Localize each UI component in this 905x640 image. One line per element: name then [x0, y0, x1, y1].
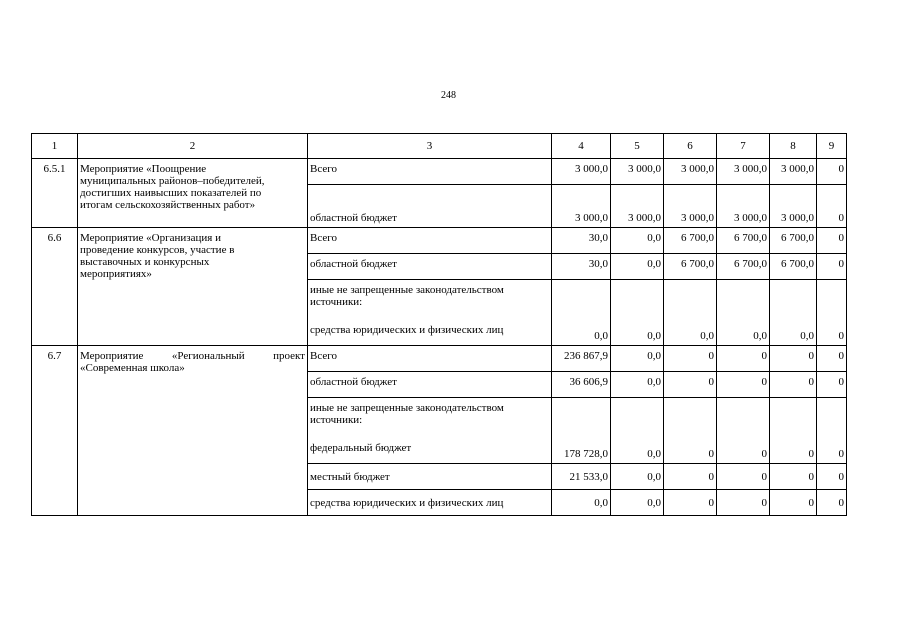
- value-cell: 3 000,0: [664, 185, 717, 228]
- value-cell: 3 000,0: [770, 159, 817, 185]
- measure-name-line: мероприятиях»: [80, 268, 152, 280]
- value-cell: 0: [817, 398, 847, 464]
- value-cell: 0,0: [611, 372, 664, 398]
- value-cell: 0: [817, 490, 847, 516]
- value-cell: 0: [817, 185, 847, 228]
- measure-name: [78, 228, 308, 346]
- header-cell: 5: [611, 134, 664, 159]
- value-cell: 236 867,9: [552, 346, 611, 372]
- value-cell: 0,0: [611, 280, 664, 346]
- funding-source-line: источники:: [310, 414, 363, 426]
- value-cell: 0: [717, 398, 770, 464]
- value-cell: 3 000,0: [717, 159, 770, 185]
- value-cell: 0: [817, 159, 847, 185]
- value-cell: 0: [817, 228, 847, 254]
- value-cell: 3 000,0: [611, 159, 664, 185]
- value-cell: 0,0: [552, 280, 611, 346]
- measure-name: [78, 159, 308, 228]
- measure-name-line: итогам сельскохозяйственных работ»: [80, 199, 256, 211]
- header-cell: 4: [552, 134, 611, 159]
- value-cell: 0: [717, 490, 770, 516]
- funding-source: [308, 398, 552, 464]
- funding-source: местный бюджет: [308, 464, 552, 490]
- value-cell: 0,0: [717, 280, 770, 346]
- value-cell: 0: [817, 346, 847, 372]
- table-row: [32, 228, 847, 254]
- value-cell: 0: [770, 490, 817, 516]
- value-cell: 0: [770, 398, 817, 464]
- header-cell: 3: [308, 134, 552, 159]
- value-cell: 0: [717, 372, 770, 398]
- value-cell: 0: [817, 372, 847, 398]
- page-number: 248: [441, 90, 456, 101]
- value-cell: 0,0: [611, 398, 664, 464]
- funding-source: областной бюджет: [308, 254, 552, 280]
- value-cell: 30,0: [552, 254, 611, 280]
- value-cell: 0,0: [552, 490, 611, 516]
- value-cell: 0: [664, 490, 717, 516]
- value-cell: 6 700,0: [664, 228, 717, 254]
- table-row: [32, 159, 847, 185]
- funding-source-line: средства юридических и физических лиц: [310, 324, 504, 336]
- value-cell: 0: [717, 464, 770, 490]
- funding-source: областной бюджет: [308, 185, 552, 228]
- value-cell: 0,0: [611, 464, 664, 490]
- header-cell: 8: [770, 134, 817, 159]
- table-row: [32, 346, 847, 372]
- budget-table: [31, 133, 847, 516]
- funding-source: средства юридических и физических лиц: [308, 490, 552, 516]
- value-cell: 0,0: [664, 280, 717, 346]
- funding-source-line: иные не запрещенные законодательством: [310, 402, 504, 414]
- measure-name-line: «Современная школа»: [80, 362, 185, 374]
- measure-name-line: достигших наивысших показателей по: [80, 187, 262, 199]
- value-cell: 6 700,0: [770, 254, 817, 280]
- value-cell: 0,0: [770, 280, 817, 346]
- value-cell: 0: [664, 398, 717, 464]
- value-cell: 0,0: [611, 490, 664, 516]
- value-cell: 0: [770, 464, 817, 490]
- value-cell: 21 533,0: [552, 464, 611, 490]
- value-cell: 3 000,0: [552, 185, 611, 228]
- funding-source-line: федеральный бюджет: [310, 442, 412, 454]
- value-cell: 3 000,0: [552, 159, 611, 185]
- measure-name-line: Мероприятие «Региональный проект: [80, 350, 305, 362]
- row-number: 6.7: [32, 346, 78, 516]
- value-cell: 6 700,0: [770, 228, 817, 254]
- value-cell: 0: [817, 254, 847, 280]
- value-cell: 0: [770, 372, 817, 398]
- header-cell: 7: [717, 134, 770, 159]
- value-cell: 3 000,0: [770, 185, 817, 228]
- funding-source-line: иные не запрещенные законодательством: [310, 284, 504, 296]
- measure-name-line: проведение конкурсов, участие в: [80, 244, 235, 256]
- value-cell: 0: [817, 464, 847, 490]
- funding-source: областной бюджет: [308, 372, 552, 398]
- value-cell: 0: [770, 346, 817, 372]
- measure-name-line: Мероприятие «Организация и: [80, 232, 221, 244]
- value-cell: 0,0: [611, 254, 664, 280]
- value-cell: 0: [817, 280, 847, 346]
- funding-source: Всего: [308, 159, 552, 185]
- value-cell: 0,0: [611, 228, 664, 254]
- funding-source: Всего: [308, 228, 552, 254]
- value-cell: 0: [664, 346, 717, 372]
- value-cell: 0: [664, 464, 717, 490]
- header-cell: 6: [664, 134, 717, 159]
- header-cell: 2: [78, 134, 308, 159]
- value-cell: 3 000,0: [717, 185, 770, 228]
- measure-name-line: муниципальных районов–победителей,: [80, 175, 265, 187]
- measure-name: [78, 346, 308, 516]
- value-cell: 3 000,0: [664, 159, 717, 185]
- header-cell: 9: [817, 134, 847, 159]
- value-cell: 36 606,9: [552, 372, 611, 398]
- header-cell: 1: [32, 134, 78, 159]
- row-number: 6.6: [32, 228, 78, 346]
- value-cell: 0: [717, 346, 770, 372]
- value-cell: 178 728,0: [552, 398, 611, 464]
- value-cell: 0,0: [611, 346, 664, 372]
- funding-source: Всего: [308, 346, 552, 372]
- funding-source-line: источники:: [310, 296, 363, 308]
- value-cell: 6 700,0: [664, 254, 717, 280]
- value-cell: 6 700,0: [717, 228, 770, 254]
- table-header-row: [32, 134, 847, 159]
- measure-name-line: Мероприятие «Поощрение: [80, 163, 207, 175]
- value-cell: 3 000,0: [611, 185, 664, 228]
- measure-name-line: выставочных и конкурсных: [80, 256, 210, 268]
- row-number: 6.5.1: [32, 159, 78, 228]
- funding-source: [308, 280, 552, 346]
- value-cell: 30,0: [552, 228, 611, 254]
- value-cell: 0: [664, 372, 717, 398]
- value-cell: 6 700,0: [717, 254, 770, 280]
